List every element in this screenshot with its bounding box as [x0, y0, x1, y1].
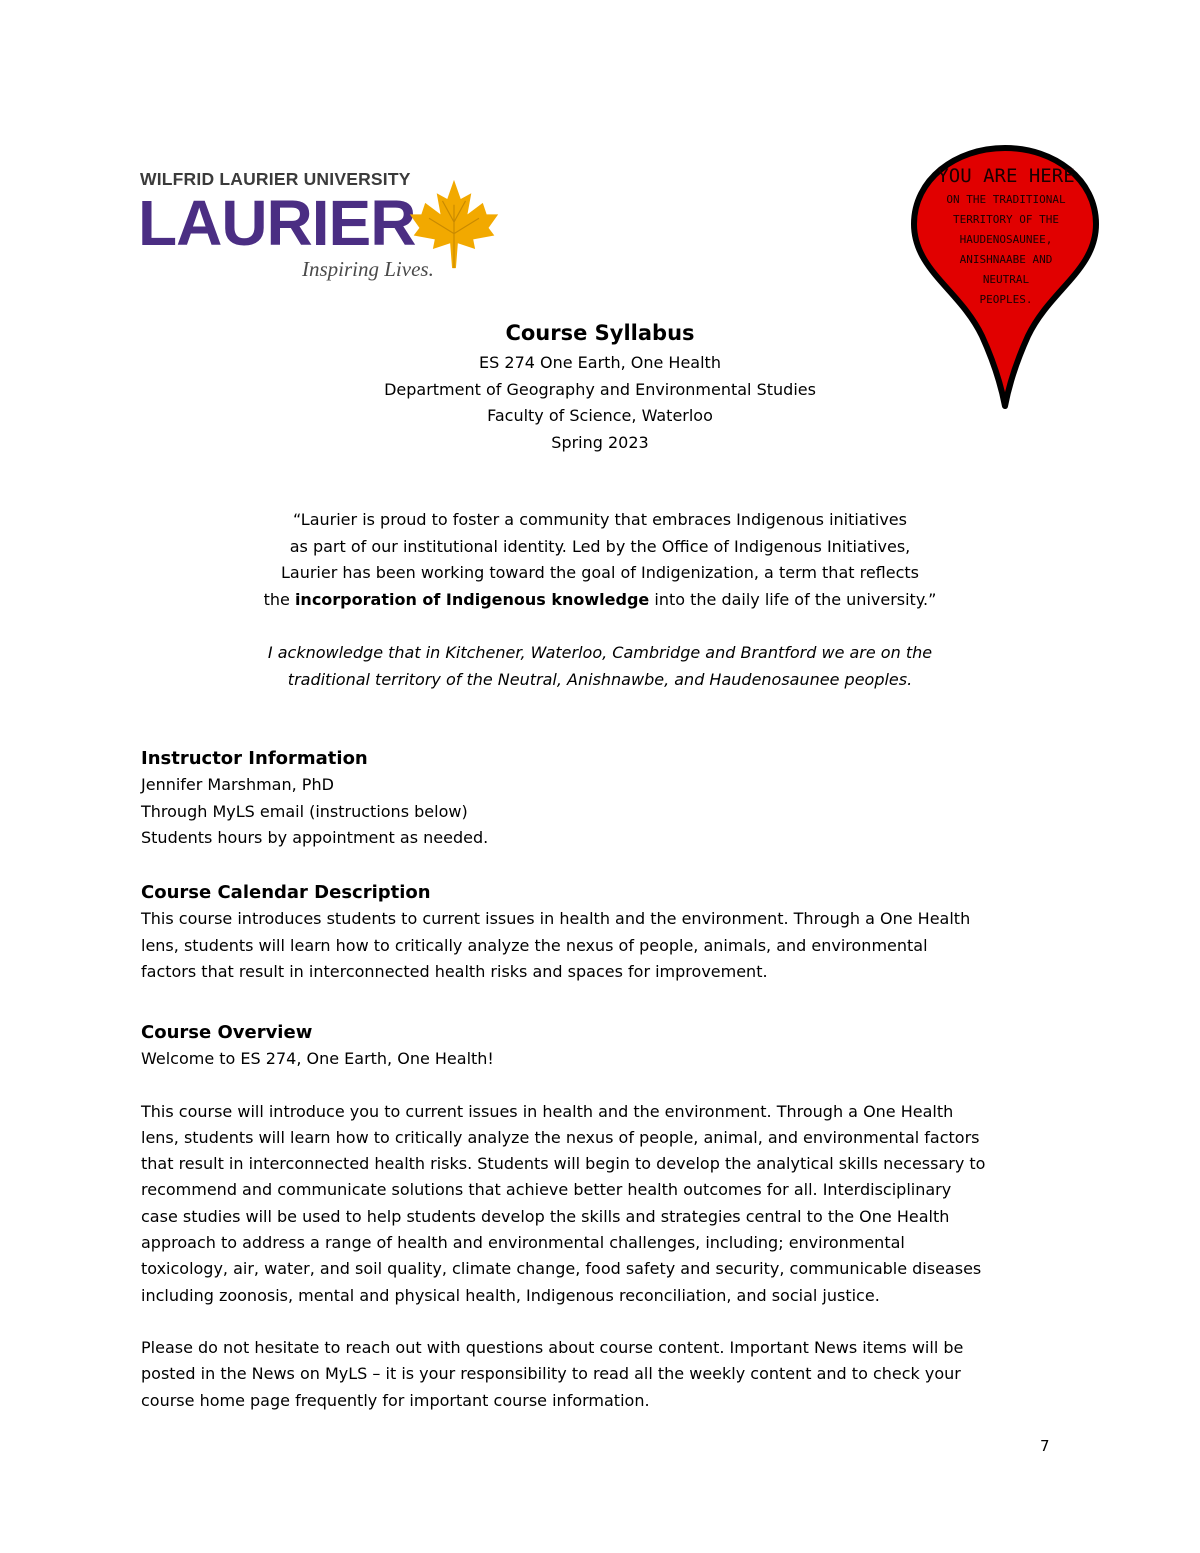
calendar-section [141, 880, 1061, 985]
instructor-name: Jennifer Marshman, PhD [141, 775, 334, 795]
map-pin-line: HAUDENOSAUNEE, [959, 233, 1053, 246]
section-heading: Course Calendar Description [141, 882, 431, 903]
page-number: 7 [1040, 1437, 1050, 1455]
instructor-hours: Students hours by appointment as needed. [141, 827, 489, 847]
map-pin-text [936, 162, 1076, 310]
text-line: lens, students will learn how to critically analyze the nexus of people, animals, and environmental [141, 935, 928, 955]
logo-tagline: Inspiring Lives. [302, 257, 434, 281]
text-line: that result in interconnected health risks. Students will begin to develop the analytical skills necessary to [141, 1154, 986, 1174]
indigenous-quote [150, 507, 1050, 613]
overview-section [141, 1020, 1061, 1414]
quote-line: as part of our institutional identity. Led by the Office of Indigenous Initiatives, [289, 536, 911, 556]
text-line: course home page frequently for important course information. [141, 1390, 650, 1410]
instructor-section [141, 746, 1061, 851]
text-line: recommend and communicate solutions that achieve better health outcomes for all. Interdisciplinary [141, 1180, 952, 1200]
text-line: toxicology, air, water, and soil quality, climate change, food safety and security, communicable diseases [141, 1259, 982, 1279]
faculty: Faculty of Science, Waterloo [487, 406, 713, 425]
welcome-line: Welcome to ES 274, One Earth, One Health! [141, 1049, 494, 1069]
quote-emphasis: incorporation of Indigenous knowledge [294, 589, 650, 609]
department: Department of Geography and Environmental Studies [384, 379, 816, 399]
map-pin-line: PEOPLES. [979, 293, 1033, 306]
ack-line: I acknowledge that in Kitchener, Waterloo, Cambridge and Brantford we are on the [267, 643, 933, 662]
quote-text: the [263, 589, 295, 609]
course-code: ES 274 One Earth, One Health [479, 353, 721, 372]
section-heading: Course Overview [141, 1022, 313, 1043]
text-line: posted in the News on MyLS – it is your responsibility to read all the weekly content and to check your [141, 1364, 961, 1384]
map-pin-line: TERRITORY OF THE [953, 213, 1059, 226]
map-pin-line: NEUTRAL [982, 273, 1030, 286]
quote-line: Laurier has been working toward the goal of Indigenization, a term that reflects [280, 563, 920, 582]
text-line: approach to address a range of health and environmental challenges, including; environmental [141, 1233, 905, 1253]
section-heading: Instructor Information [141, 748, 368, 769]
text-line: lens, students will learn how to critically analyze the nexus of people, animal, and environmental factors [141, 1127, 980, 1147]
land-acknowledgement [150, 640, 1050, 693]
map-pin-line: ON THE TRADITIONAL [946, 193, 1066, 206]
map-pin-heading: YOU ARE HERE [937, 165, 1075, 187]
quote-line: “Laurier is proud to foster a community that embraces Indigenous initiatives [293, 510, 907, 529]
course-info [150, 350, 1050, 456]
text-line: factors that result in interconnected health risks and spaces for improvement. [141, 961, 768, 981]
university-logo [138, 160, 508, 290]
page-title: Course Syllabus [505, 321, 695, 345]
text-line: This course introduces students to current issues in health and the environment. Through a One Health [141, 909, 971, 929]
logo-university-name: WILFRID LAURIER UNIVERSITY [140, 169, 411, 189]
text-line: This course will introduce you to current issues in health and the environment. Through a One Health [141, 1101, 954, 1121]
quote-text: into the daily life of the university.” [649, 589, 937, 609]
text-line: Please do not hesitate to reach out with questions about course content. Important News items will be [141, 1337, 964, 1357]
quote-line [150, 587, 1050, 614]
ack-line: traditional territory of the Neutral, Anishnawbe, and Haudenosaunee peoples. [287, 669, 913, 689]
term: Spring 2023 [551, 432, 649, 452]
text-line: case studies will be used to help students develop the skills and strategies central to the One Health [141, 1206, 950, 1226]
logo-wordmark: LAURIER [138, 187, 416, 259]
text-line: including zoonosis, mental and physical health, Indigenous reconciliation, and social justice. [141, 1285, 880, 1305]
map-pin-line: ANISHNAABE AND [959, 253, 1053, 266]
instructor-contact: Through MyLS email (instructions below) [141, 801, 468, 821]
